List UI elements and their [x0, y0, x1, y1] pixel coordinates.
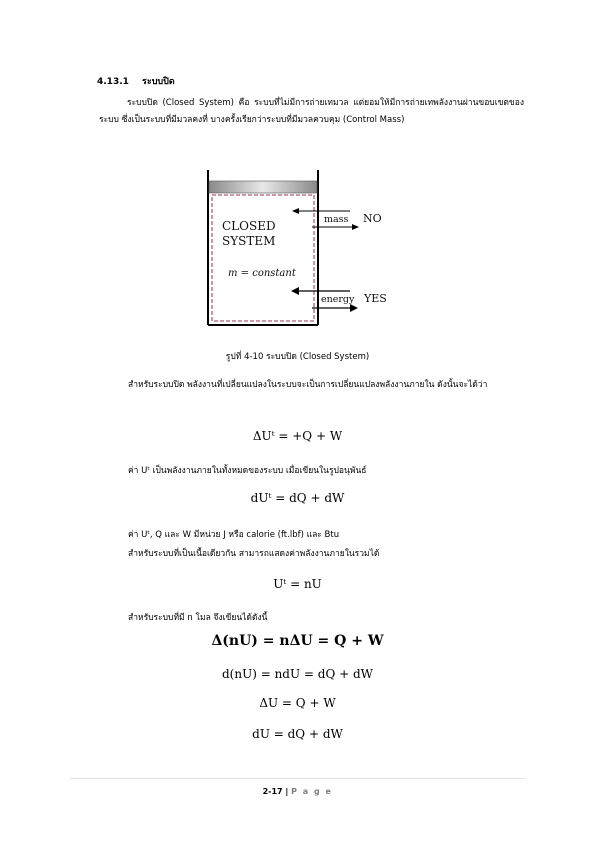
equation-6: ΔU = Q + W [259, 696, 336, 710]
mass-label: mass [324, 214, 349, 225]
piston [209, 181, 317, 193]
energy-answer-yes: YES [364, 292, 387, 305]
line-6: สำหรับระบบที่มี n โมล จึงเขียนได้ดังนี้ [128, 613, 268, 623]
closed-system-diagram [200, 165, 387, 335]
system-label-line1: CLOSED [222, 219, 276, 233]
page-footer [0, 787, 595, 796]
system-boundary [212, 195, 314, 321]
mass-constant-label: m = constant [228, 268, 296, 279]
system-label-line2: SYSTEM [222, 234, 276, 248]
equation-3: Uᵗ = nU [273, 577, 322, 591]
footer-separator: | [285, 787, 289, 796]
intro-paragraph-text: ระบบปิด (Closed System) คือ ระบบที่ไม่มีการถ่ายเทมวล แต่ยอมให้มีการถ่ายเทพลังงานผ่านขอบเขตของระบบ ซึ่งเป็นระบบที่มีมวลคงที่ บางครั้งเรียกว่าระบบที่มีมวลควบคุม (Control Mass) [99, 98, 524, 125]
equation-2: dUᵗ = dQ + dW [250, 491, 345, 505]
section-number: 4.13.1 [97, 77, 129, 87]
figure-caption: รูปที่ 4-10 ระบบปิด (Closed System) [225, 352, 370, 362]
page-word: P a g e [291, 787, 333, 796]
section-heading [97, 74, 175, 88]
energy-label: energy [321, 294, 355, 305]
footer-divider [70, 778, 525, 779]
paragraph-2: สำหรับระบบปิด พลังงานที่เปลี่ยนแปลงในระบบจะเป็นการเปลี่ยนแปลงพลังงานภายใน ดังนั้นจะได้ว่า [128, 380, 488, 390]
equation-4: Δ(nU) = nΔU = Q + W [211, 633, 384, 649]
equation-5: d(nU) = ndU = dQ + dW [222, 667, 373, 681]
line-5: สำหรับระบบที่เป็นเนื้อเดียวกัน สามารถแสดงค่าพลังงานภายในรวมได้ [128, 549, 380, 559]
equation-7: dU = dQ + dW [252, 727, 343, 741]
mass-answer-no: NO [363, 212, 382, 225]
line-3: ค่า Uᵗ เป็นพลังงานภายในทั้งหมดของระบบ เมื่อเขียนในรูปอนุพันธ์ [128, 466, 367, 476]
page-number: 2-17 [262, 787, 283, 796]
line-4: ค่า Uᵗ, Q และ W มีหน่วย J หรือ calorie (ft.lbf) และ Btu [128, 530, 340, 540]
section-title: ระบบปิด [142, 77, 175, 87]
intro-paragraph [99, 95, 524, 129]
equation-1: ΔUᵗ = +Q + W [252, 429, 343, 443]
